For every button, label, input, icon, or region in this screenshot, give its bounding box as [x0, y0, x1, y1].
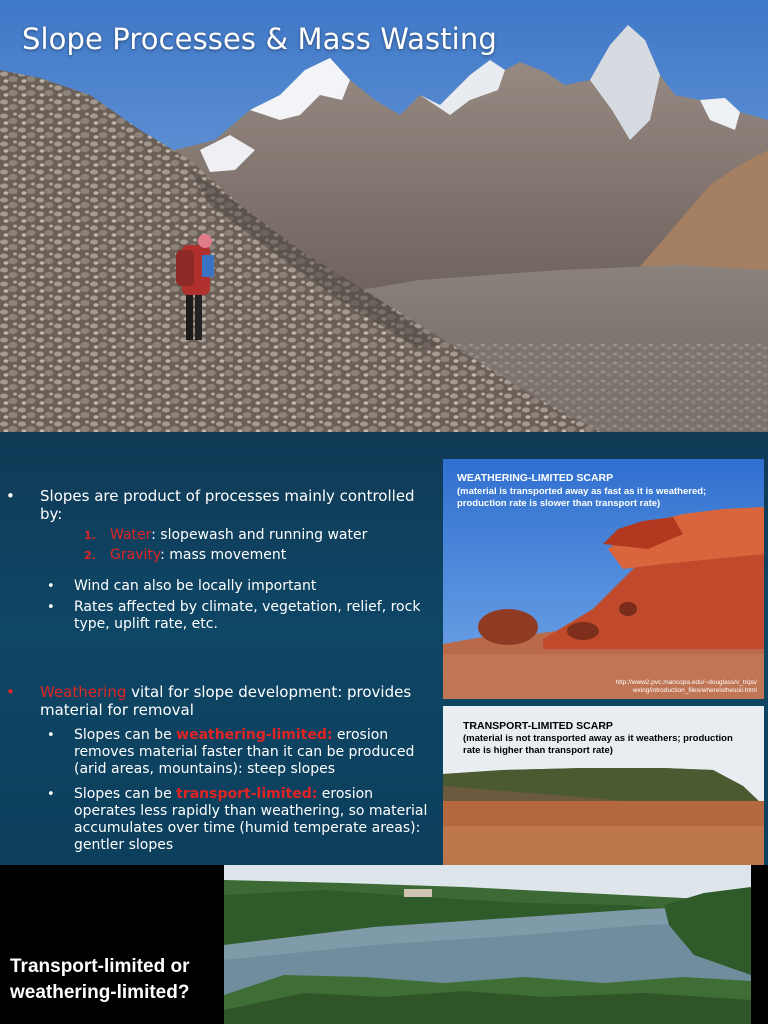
sub-bullet-rates: • Rates affected by climate, vegetation, relief, rock type, uplift rate, etc. — [47, 599, 421, 632]
bottom-section — [0, 865, 768, 1024]
sub-bullet-wind: • Wind can also be locally important — [47, 578, 317, 594]
content-band — [0, 432, 768, 865]
source-url: http://www2.pvc.maricopa.edu/~douglass/v_trips/ wxing/introduction_files/whereisthesoil.html — [615, 679, 757, 694]
river-landscape-image — [224, 865, 751, 1024]
bullet-dot-icon: • — [6, 683, 15, 701]
mountain-landscape-image — [0, 0, 768, 432]
bullet-weathering: • Weathering vital for slope development: provides material for removal — [6, 683, 412, 719]
bullet-slopes: • Slopes are product of processes mainly controlled by: — [6, 487, 415, 523]
bullet-dot-icon: • — [47, 579, 55, 594]
text-content — [0, 432, 440, 865]
bullet-dot-icon: • — [6, 487, 15, 505]
bullet-dot-icon: • — [47, 728, 55, 743]
sub-bullet-transport-limited: • Slopes can be transport-limited: erosion operates less rapidly than weathering, so material accumulates over time (humid temperate areas): gentler slopes — [47, 786, 428, 853]
numbered-item-gravity: 2. Gravity: mass movement — [84, 547, 287, 563]
question-text: Transport-limited or weathering-limited? — [10, 956, 190, 1003]
sub-bullet-weathering-limited: • Slopes can be weathering-limited: erosion removes material faster than it can be produced (arid areas, mountains): steep slopes — [47, 727, 415, 777]
numbered-item-water: 1. Water: slopewash and running water — [84, 527, 368, 543]
river-photo — [224, 865, 751, 1024]
weathering-limited-scarp-image: WEATHERING-LIMITED SCARP (material is transported away as fast as it is weathered; production rate is slower than transport rate) http://www2.pvc.maricopa.edu/~douglass/v_trips/ wxing/introduction_files/whereisthesoil.html — [443, 459, 764, 699]
slide-title: Slope Processes & Mass Wasting — [22, 22, 497, 56]
bullet-dot-icon: • — [47, 600, 55, 615]
hero-photo — [0, 0, 768, 432]
bullet-dot-icon: • — [47, 787, 55, 802]
transport-limited-scarp-image: TRANSPORT-LIMITED SCARP (material is not transported away as it weathers; production rate is higher than transport rate) — [443, 706, 764, 865]
